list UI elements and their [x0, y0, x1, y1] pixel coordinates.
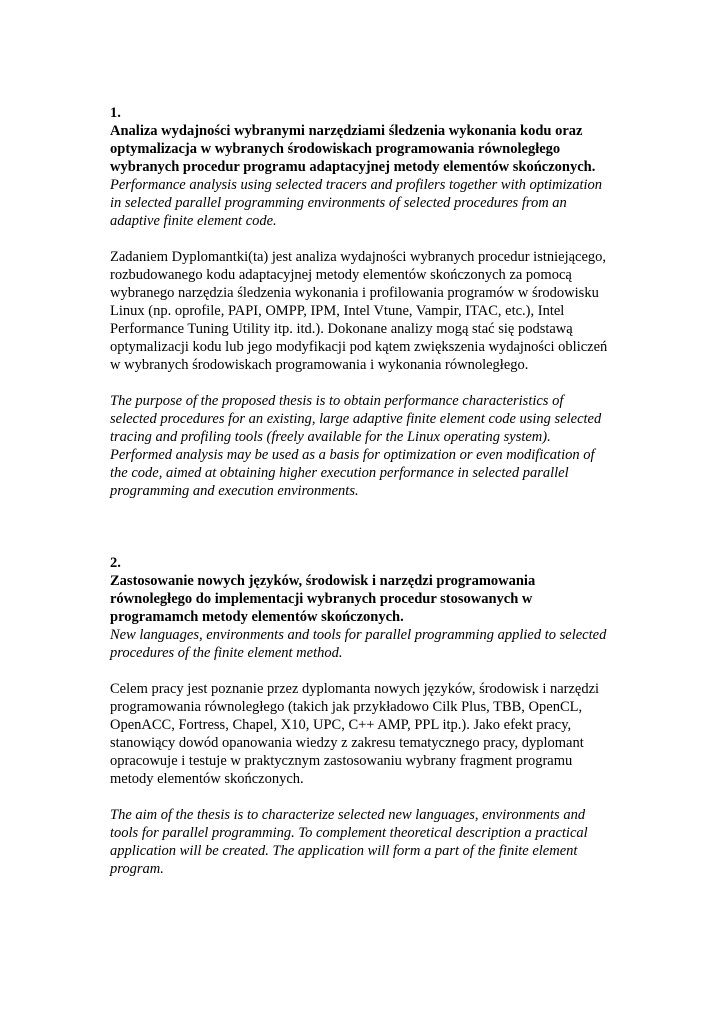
section-2-number: 2. [110, 555, 121, 571]
section-2-title-en-line: procedures of the finite element method. [110, 645, 343, 661]
section-1-body-pl-line: wybranego narzędzia śledzenia wykonania i profilowania programów w środowisku [110, 285, 599, 301]
section-2-body-pl-line: programowania równoległego (takich jak przykładowo Cilk Plus, TBB, OpenCL, [110, 699, 583, 715]
section-2 [110, 554, 630, 878]
section-1-body-en-line: selected procedures for an existing, large adaptive finite element code using selected [110, 411, 602, 427]
section-spacer [110, 500, 630, 554]
section-1-body-en-line: programming and execution environments. [110, 483, 359, 499]
section-1-title-en-line: Performance analysis using selected tracers and profilers together with optimization [110, 177, 603, 193]
section-1-title-line: wybranych procedur programu adaptacyjnej metody elementów skończonych. [110, 159, 596, 175]
section-1-body-pl-line: Zadaniem Dyplomantki(ta) jest analiza wydajności wybranych procedur istniejącego, [110, 249, 607, 265]
section-2-body-en-line: program. [110, 861, 164, 877]
section-1-number: 1. [110, 105, 121, 121]
section-1-body-en-line: Performed analysis may be used as a basis for optimization or even modification of [110, 447, 595, 463]
section-1-body-pl-line: optymalizacji kodu lub jego modyfikacji pod kątem zwiększenia wydajności obliczeń [110, 339, 608, 355]
section-1-body-polish [110, 248, 630, 374]
section-1-body-en-line: the code, aimed at obtaining higher execution performance in selected parallel [110, 465, 569, 481]
section-2-body-en-line: tools for parallel programming. To complement theoretical description a practical [110, 825, 588, 841]
section-1-body-pl-line: rozbudowanego kodu adaptacyjnej metody elementów skończonych za pomocą [110, 267, 572, 283]
section-2-title-line: równoległego do implementacji wybranych procedur stosowanych w [110, 591, 533, 607]
spacer [110, 230, 630, 248]
section-2-body-pl-line: stanowiący dowód opanowania wiedzy z zakresu tematycznego pracy, dyplomant [110, 735, 584, 751]
section-2-body-pl-line: opracowuje i testuje w praktycznym zastosowaniu wybrany fragment programu [110, 753, 573, 769]
section-2-title-en-line: New languages, environments and tools for parallel programming applied to selected [110, 627, 607, 643]
section-1 [110, 104, 630, 500]
section-1-body-en-line: The purpose of the proposed thesis is to obtain performance characteristics of [110, 393, 564, 409]
section-2-title [110, 572, 630, 626]
section-2-body-en-line: The aim of the thesis is to characterize selected new languages, environments and [110, 807, 586, 823]
section-2-body-pl-line: Celem pracy jest poznanie przez dyplomanta nowych języków, środowisk i narzędzi [110, 681, 600, 697]
spacer [110, 788, 630, 806]
section-2-title-english [110, 626, 630, 662]
section-2-title-line: Zastosowanie nowych języków, środowisk i narzędzi programowania [110, 573, 536, 589]
section-1-title-en-line: adaptive finite element code. [110, 213, 277, 229]
section-2-body-english [110, 806, 630, 878]
section-2-body-pl-line: metody elementów skończonych. [110, 771, 304, 787]
spacer [110, 374, 630, 392]
section-1-title-en-line: in selected parallel programming environments of selected procedures from an [110, 195, 567, 211]
section-1-title-english [110, 176, 630, 230]
section-2-body-polish [110, 680, 630, 788]
section-1-title-line: optymalizacja w wybranych środowiskach programowania równoległego [110, 141, 561, 157]
section-1-body-pl-line: Performance Tuning Utility itp. itd.). Dokonane analizy mogą stać się podstawą [110, 321, 573, 337]
section-2-body-pl-line: OpenACC, Fortress, Chapel, X10, UPC, C++ AMP, PPL itp.). Jako efekt pracy, [110, 717, 572, 733]
section-1-title [110, 122, 630, 176]
section-2-body-en-line: application will be created. The application will form a part of the finite element [110, 843, 578, 859]
document-page [110, 104, 630, 878]
spacer [110, 662, 630, 680]
section-1-body-en-line: tracing and profiling tools (freely available for the Linux operating system). [110, 429, 551, 445]
section-1-body-english [110, 392, 630, 500]
section-1-body-pl-line: Linux (np. oprofile, PAPI, OMPP, IPM, Intel Vtune, Vampir, ITAC, etc.), Intel [110, 303, 565, 319]
section-1-title-line: Analiza wydajności wybranymi narzędziami śledzenia wykonania kodu oraz [110, 123, 583, 139]
section-1-body-pl-line: w wybranych środowiskach programowania i wykonania równoległego. [110, 357, 529, 373]
section-2-title-line: programamch metody elementów skończonych. [110, 609, 404, 625]
